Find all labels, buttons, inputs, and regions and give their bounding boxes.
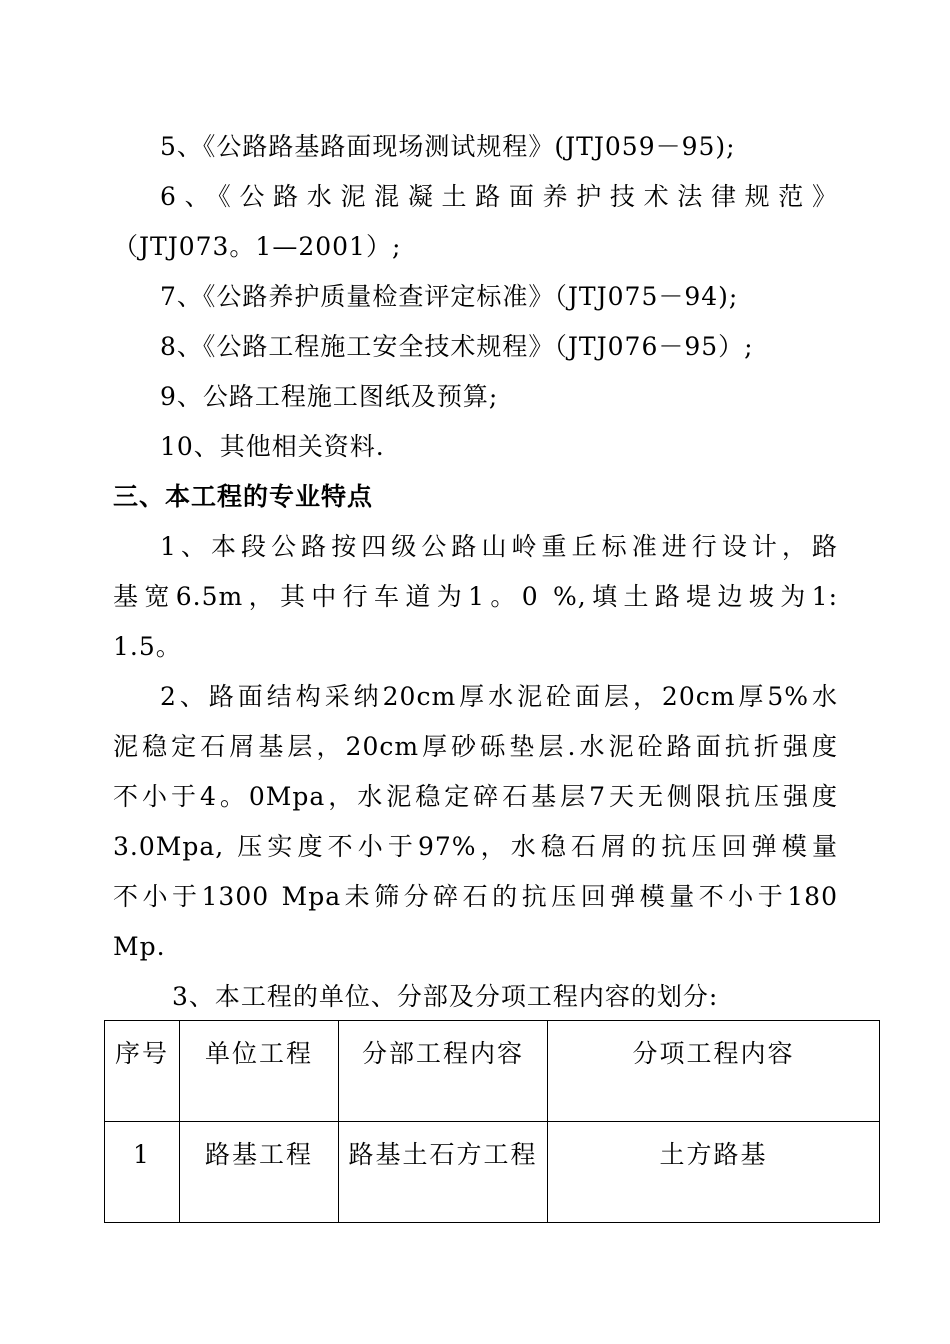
- header-sub-project: 分部工程内容: [339, 1021, 548, 1122]
- cell-item-project: 土方路基: [548, 1122, 880, 1223]
- reference-item-6-continued: （JTJ073。1—2001）;: [113, 232, 402, 261]
- paragraph-2-line-1: 2、路面结构采纳20cm厚水泥砼面层，20cm厚5%水: [160, 682, 838, 711]
- section-heading: 三、本工程的专业特点: [113, 482, 374, 511]
- paragraph-1-line-3: 1.5。: [113, 632, 182, 661]
- paragraph-2-line-5: 不小于1300 Mpa未筛分碎石的抗压回弹模量不小于180: [113, 882, 838, 911]
- paragraph-1-line-1: 1、本段公路按四级公路山岭重丘标准进行设计，路: [160, 532, 838, 561]
- paragraph-2-line-2: 泥稳定石屑基层，20cm厚砂砾垫层.水泥砼路面抗折强度: [113, 732, 838, 761]
- header-unit-project: 单位工程: [180, 1021, 339, 1122]
- table-row: [105, 1122, 880, 1223]
- table-header-row: [105, 1021, 880, 1122]
- reference-item-10: 10、其他相关资料.: [160, 432, 385, 461]
- reference-item-9: 9、公路工程施工图纸及预算;: [160, 382, 499, 411]
- cell-unit-project: 路基工程: [180, 1122, 339, 1223]
- paragraph-1-line-2: 基宽6.5m，其中行车道为1。0 %,填土路堤边坡为1:: [113, 582, 838, 611]
- division-table: [104, 1020, 880, 1223]
- cell-serial: 1: [105, 1122, 180, 1223]
- cell-sub-project: 路基土石方工程: [339, 1122, 548, 1223]
- reference-item-7: 7、《公路养护质量检查评定标准》（JTJ075－94);: [160, 282, 739, 311]
- reference-item-8: 8、《公路工程施工安全技术规程》（JTJ076－95）;: [160, 332, 754, 361]
- paragraph-3-line-1: 3、本工程的单位、分部及分项工程内容的划分:: [172, 982, 719, 1011]
- reference-item-6: 6、《公路水泥混凝土路面养护技术法律规范》: [160, 182, 838, 211]
- header-serial: 序号: [105, 1021, 180, 1122]
- paragraph-2-line-4: 3.0Mpa, 压实度不小于97%，水稳石屑的抗压回弹模量: [113, 832, 838, 861]
- paragraph-2-line-6: Mp.: [113, 932, 166, 961]
- reference-item-5: 5、《公路路基路面现场测试规程》(JTJ059－95);: [160, 132, 736, 161]
- paragraph-2-line-3: 不小于4。0Mpa，水泥稳定碎石基层7天无侧限抗压强度: [113, 782, 838, 811]
- header-item-project: 分项工程内容: [548, 1021, 880, 1122]
